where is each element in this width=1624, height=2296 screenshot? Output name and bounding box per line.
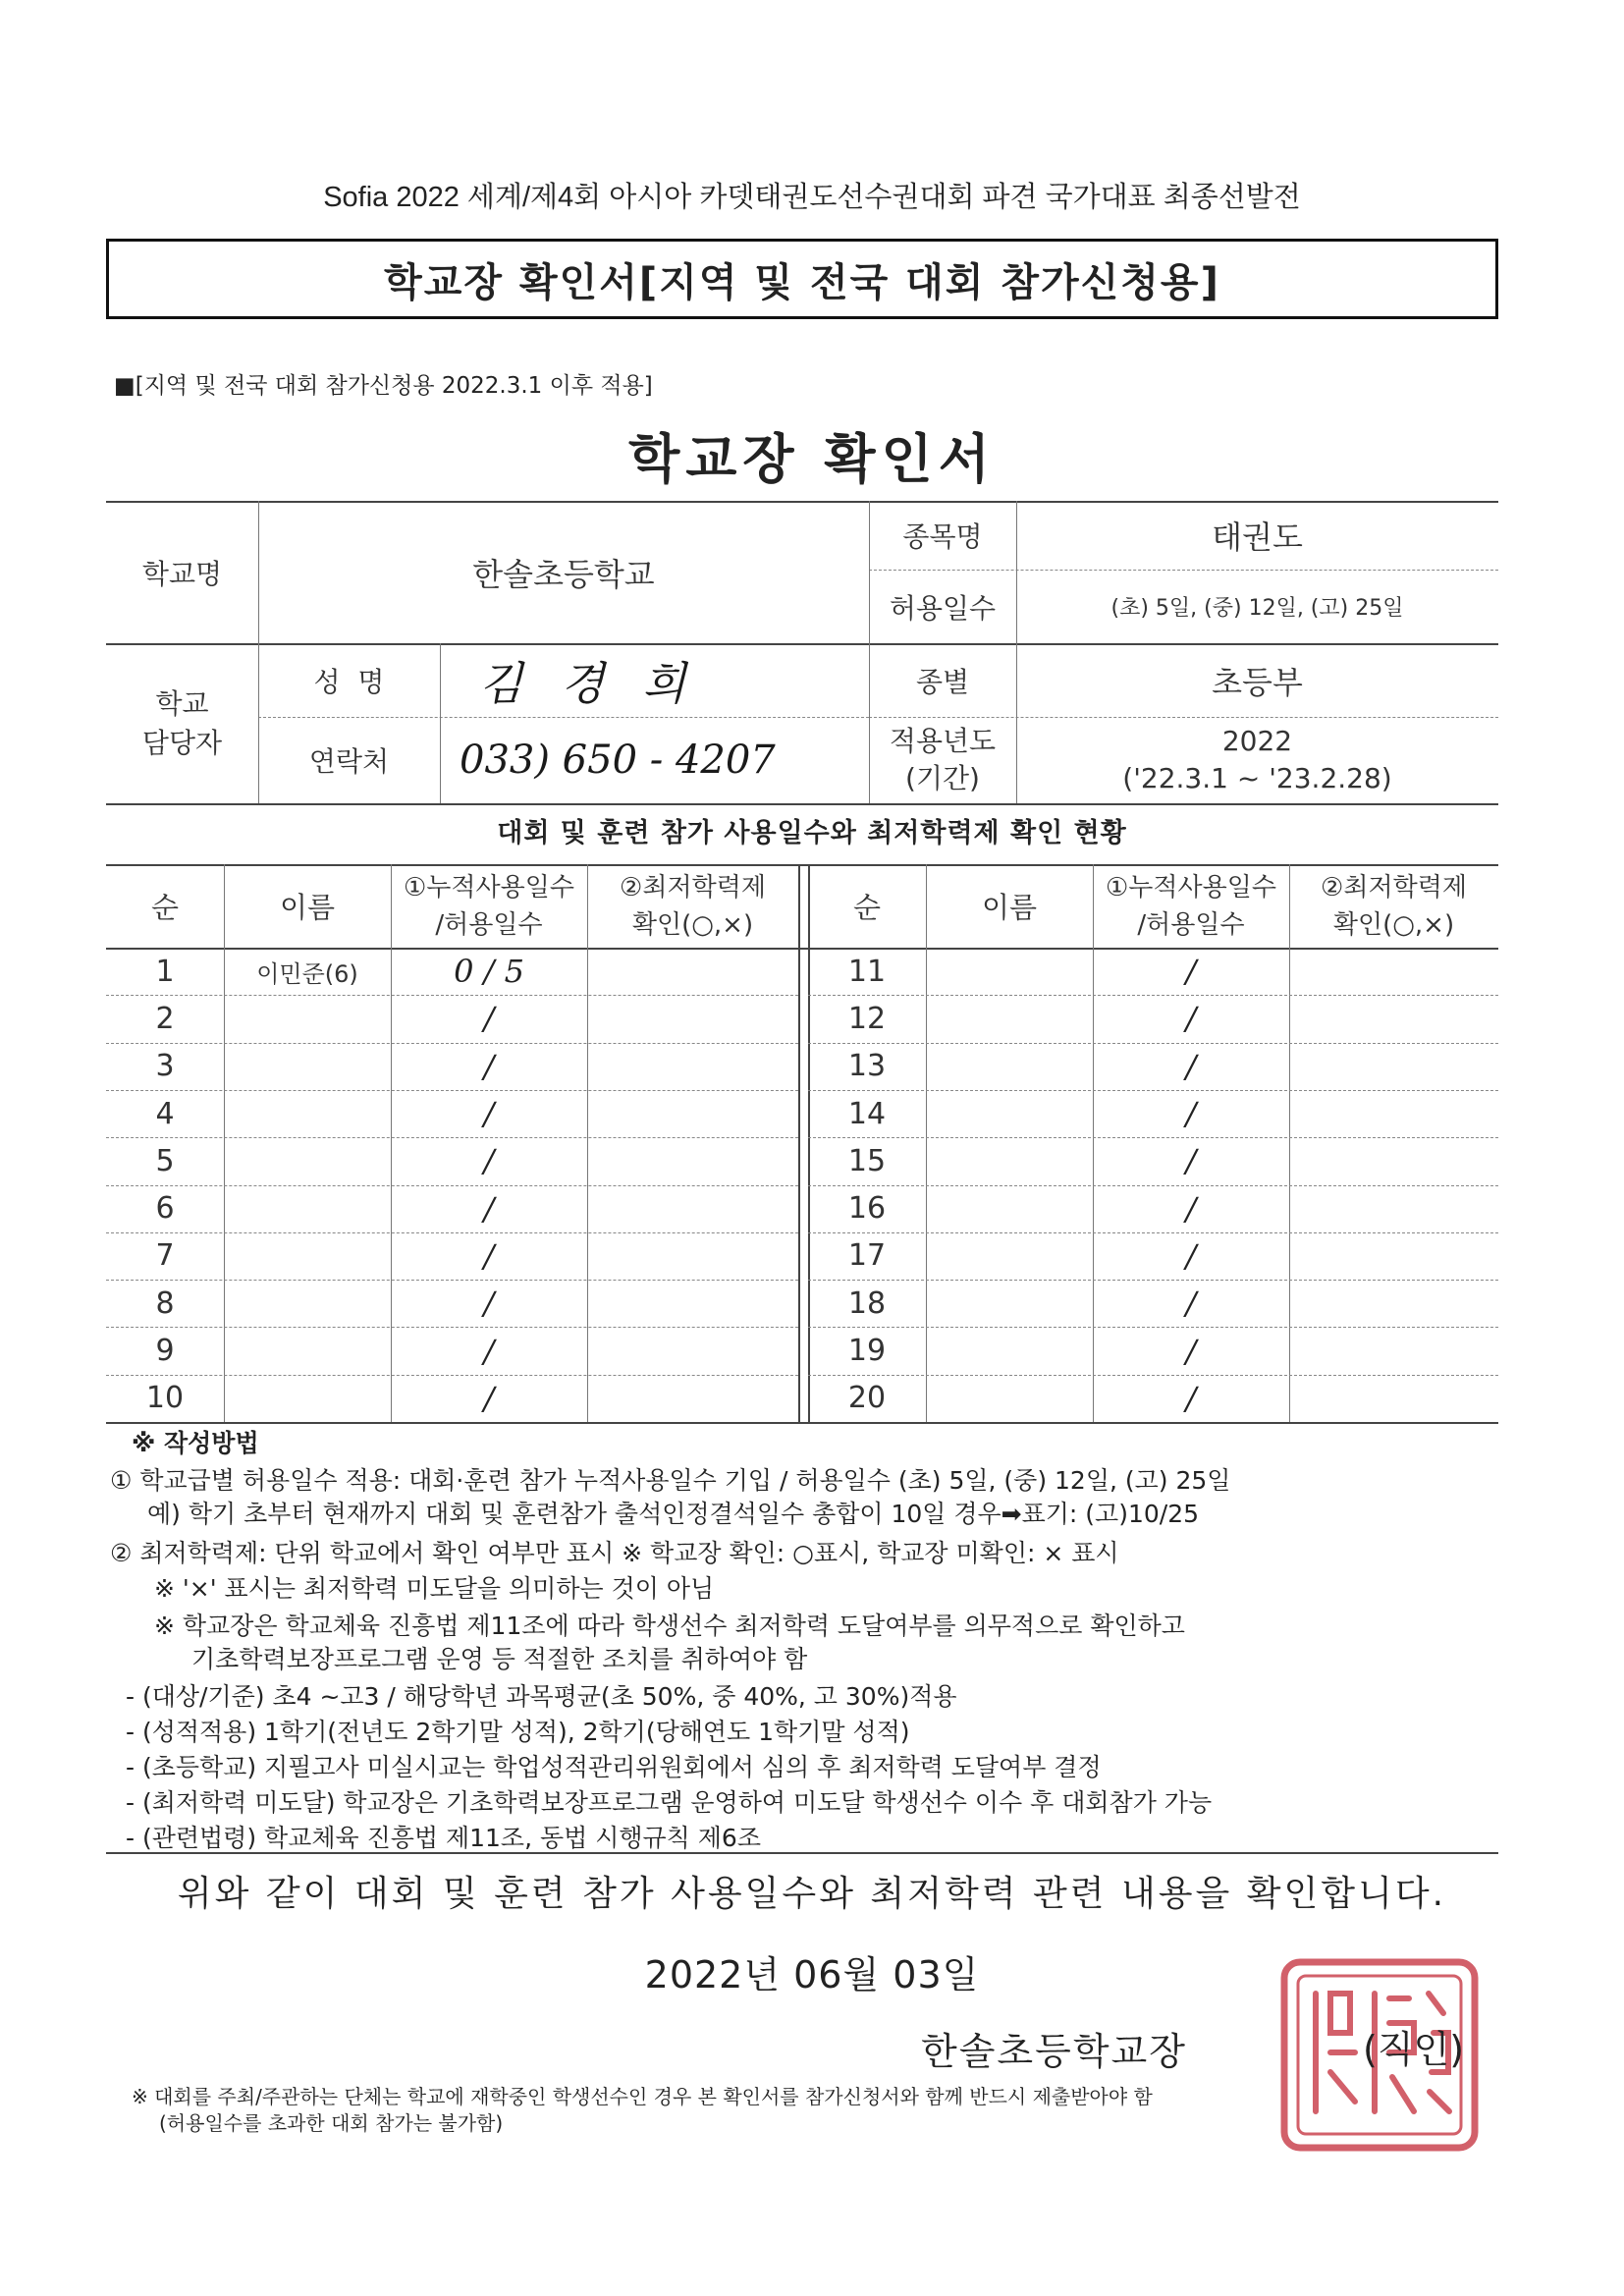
used-days: / [1185,1000,1197,1038]
min-level-check [1289,1185,1498,1232]
used-days: / [1185,1095,1197,1133]
sport-value: 태권도 [1212,519,1303,556]
contact-label-line-1: 학교 [155,686,209,720]
athlete-name [926,1232,1093,1280]
principal-title: 한솔초등학교장 [921,2030,1187,2073]
used-days: / [1185,1285,1197,1323]
instruction-line: - (성적적용) 1학기(전년도 2학기말 성적), 2학기(당해연도 1학기말 성적) [126,1718,910,1746]
used-days: / [483,1095,495,1133]
used-days: / [483,1332,495,1370]
period-range: ('22.3.1 ~ '23.2.28) [1122,762,1392,794]
contact-label-line-2: 담당자 [141,726,223,759]
min-level-check [587,1327,798,1374]
row-number: 19 [847,1334,887,1369]
col-header-min-line-1: ②최저학력제 [1321,872,1467,902]
col-header-min-line-1: ②최저학력제 [620,872,766,902]
row-number: 14 [847,1096,887,1131]
row-number: 13 [847,1049,887,1084]
used-days: / [1185,953,1197,991]
sport-label: 종목명 [902,520,983,553]
instruction-line: ※ '×' 표시는 최저학력 미도달을 의미하는 것이 아님 [154,1574,715,1603]
footnote [132,2084,1487,2137]
athlete-name [926,1137,1093,1184]
used-days: / [483,1285,495,1323]
min-level-check [1289,948,1498,995]
school-name-label: 학교명 [141,557,223,590]
col-header-days [391,864,587,948]
instruction-line: 예) 학기 초부터 현재까지 대회 및 훈련참가 출석인정결석일수 총합이 10일 경우➡표기: (고)10/25 [147,1500,1200,1528]
row-number: 2 [155,1001,175,1036]
instruction-line: 기초학력보장프로그램 운영 등 적절한 조치를 취하여야 함 [191,1645,808,1673]
col-header-days-line-2: /허용일수 [1137,909,1245,940]
min-level-check [587,1043,798,1090]
min-level-check [1289,1137,1498,1184]
period-label-line-2: (기간) [905,762,980,794]
issue-date: 2022년 06월 03일 [644,1953,980,1996]
col-header-days-line-1: ①누적사용일수 [403,872,574,902]
row-number: 9 [155,1334,175,1369]
period-label [869,717,1016,803]
row-number: 15 [847,1143,887,1178]
athlete-name: 이민준(6) [256,959,358,988]
instruction-line: - (대상/기준) 초4 ~고3 / 해당학년 과목평균(초 50%, 중 40%, 고 30%)적용 [126,1682,957,1711]
row-number: 4 [155,1096,175,1131]
col-header-min-level [1289,864,1498,948]
footnote-line-2: (허용일수를 초과한 대회 참가는 불가함) [159,2111,504,2135]
footnote-line-1: ※ 대회를 주최/주관하는 단체는 학교에 재학중인 학생선수인 경우 본 확인서를 참가신청서와 함께 반드시 제출받아야 함 [132,2085,1153,2108]
contact-person-label [106,643,258,803]
min-level-check [1289,1327,1498,1374]
min-level-check [1289,1280,1498,1327]
person-name-label: 성 명 [313,665,385,698]
athlete-name [224,1090,391,1137]
application-note: ■[지역 및 전국 대회 참가신청용 2022.3.1 이후 적용] [114,373,653,399]
athlete-name [224,1280,391,1327]
col-header-name: 이름 [981,891,1038,924]
row-number: 12 [847,1001,887,1036]
min-level-check [587,1185,798,1232]
row-number: 17 [847,1238,887,1274]
col-header-min-level [587,864,798,948]
athlete-name [224,1375,391,1422]
division-label: 종별 [915,665,970,698]
row-number: 6 [155,1191,175,1227]
athlete-name [926,1090,1093,1137]
row-number: 7 [155,1238,175,1274]
instruction-line: ② 최저학력제: 단위 학교에서 확인 여부만 표시 ※ 학교장 확인: ○표시, 학교장 미확인: × 표시 [110,1539,1119,1567]
used-days: / [1185,1332,1197,1370]
min-level-check [1289,1090,1498,1137]
col-header-days-line-1: ①누적사용일수 [1105,872,1276,902]
row-number: 20 [847,1381,887,1416]
min-level-check [587,1137,798,1184]
used-days: / [483,1189,495,1228]
athlete-name [926,1375,1093,1422]
min-level-check [587,995,798,1042]
athlete-name [926,1280,1093,1327]
used-days: 0 / 5 [454,953,524,991]
table-caption: 대회 및 훈련 참가 사용일수와 최저학력제 확인 현황 [497,818,1127,848]
min-level-check [1289,1043,1498,1090]
col-header-min-line-2: 확인(○,×) [1332,909,1455,940]
school-name-value: 한솔초등학교 [472,555,655,593]
col-header-days-line-2: /허용일수 [435,909,543,940]
used-days: / [483,1236,495,1275]
min-level-check [587,1375,798,1422]
instruction-line: - (초등학교) 지필고사 미실시교는 학업성적관리위원회에서 심의 후 최저학력 도달여부 결정 [126,1753,1102,1781]
col-header-no: 순 [852,891,881,924]
document-title: 학교장 확인서[지역 및 전국 대회 참가신청용] [106,239,1498,319]
row-number: 10 [145,1381,185,1416]
min-level-check [587,1280,798,1327]
allowed-days-value: (초) 5일, (중) 12일, (고) 25일 [1110,596,1404,621]
used-days: / [483,1000,495,1038]
period-year: 2022 [1221,725,1293,757]
row-number: 8 [155,1285,175,1321]
athlete-name [926,1327,1093,1374]
col-header-no: 순 [150,891,179,924]
phone-value: 033) 650 - 4207 [460,738,776,783]
athlete-name [224,995,391,1042]
col-header-name: 이름 [279,891,336,924]
athlete-name [926,1043,1093,1090]
confirmation-statement: 위와 같이 대회 및 훈련 참가 사용일수와 최저학력 관련 내용을 확인합니다. [177,1874,1447,1914]
period-value [1016,717,1498,803]
athlete-name [224,1185,391,1232]
athlete-name [224,1232,391,1280]
used-days: / [483,1379,495,1417]
row-number: 11 [847,954,887,989]
allowed-days-label: 허용일수 [889,591,997,625]
row-number: 16 [847,1191,887,1227]
form-title: 학교장 확인서 [628,428,996,490]
event-title: Sofia 2022 세계/제4회 아시아 카뎃태권도선수권대회 파견 국가대표 최종선발전 [323,182,1301,213]
person-name-value: 김 경 희 [479,656,698,710]
row-number: 18 [847,1285,887,1321]
instruction-line: ※ 학교장은 학교체육 진흥법 제11조에 따라 학생선수 최저학력 도달여부를 의무적으로 확인하고 [154,1612,1185,1640]
athlete-name [926,948,1093,995]
period-label-line-1: 적용년도 [889,725,997,757]
row-number: 5 [155,1143,175,1178]
instructions-heading: ※ 작성방법 [132,1429,259,1457]
used-days: / [1185,1047,1197,1085]
min-level-check [1289,1232,1498,1280]
athlete-name [224,1137,391,1184]
used-days: / [1185,1142,1197,1180]
min-level-check [587,948,798,995]
used-days: / [1185,1379,1197,1417]
athlete-name [224,1327,391,1374]
used-days: / [483,1142,495,1180]
phone-label: 연락처 [308,745,390,778]
division-value: 초등부 [1212,663,1303,701]
used-days: / [1185,1189,1197,1228]
instruction-line: - (최저학력 미도달) 학교장은 기초학력보장프로그램 운영하여 미도달 학생선수 이수 후 대회참가 가능 [126,1788,1213,1817]
athlete-name [926,1185,1093,1232]
row-number: 1 [155,954,175,989]
row-number: 3 [155,1049,175,1084]
min-level-check [587,1232,798,1280]
min-level-check [1289,995,1498,1042]
instruction-line: - (관련법령) 학교체육 진흥법 제11조, 동법 시행규칙 제6조 [126,1824,761,1852]
col-header-days [1093,864,1289,948]
used-days: / [483,1047,495,1085]
athlete-name [224,1043,391,1090]
min-level-check [1289,1375,1498,1422]
min-level-check [587,1090,798,1137]
athlete-name [926,995,1093,1042]
seal-label: (직인) [1363,2028,1465,2071]
used-days: / [1185,1236,1197,1275]
col-header-min-line-2: 확인(○,×) [631,909,754,940]
instruction-line: ① 학교급별 허용일수 적용: 대회·훈련 참가 누적사용일수 기입 / 허용일수 (초) 5일, (중) 12일, (고) 25일 [110,1466,1231,1495]
